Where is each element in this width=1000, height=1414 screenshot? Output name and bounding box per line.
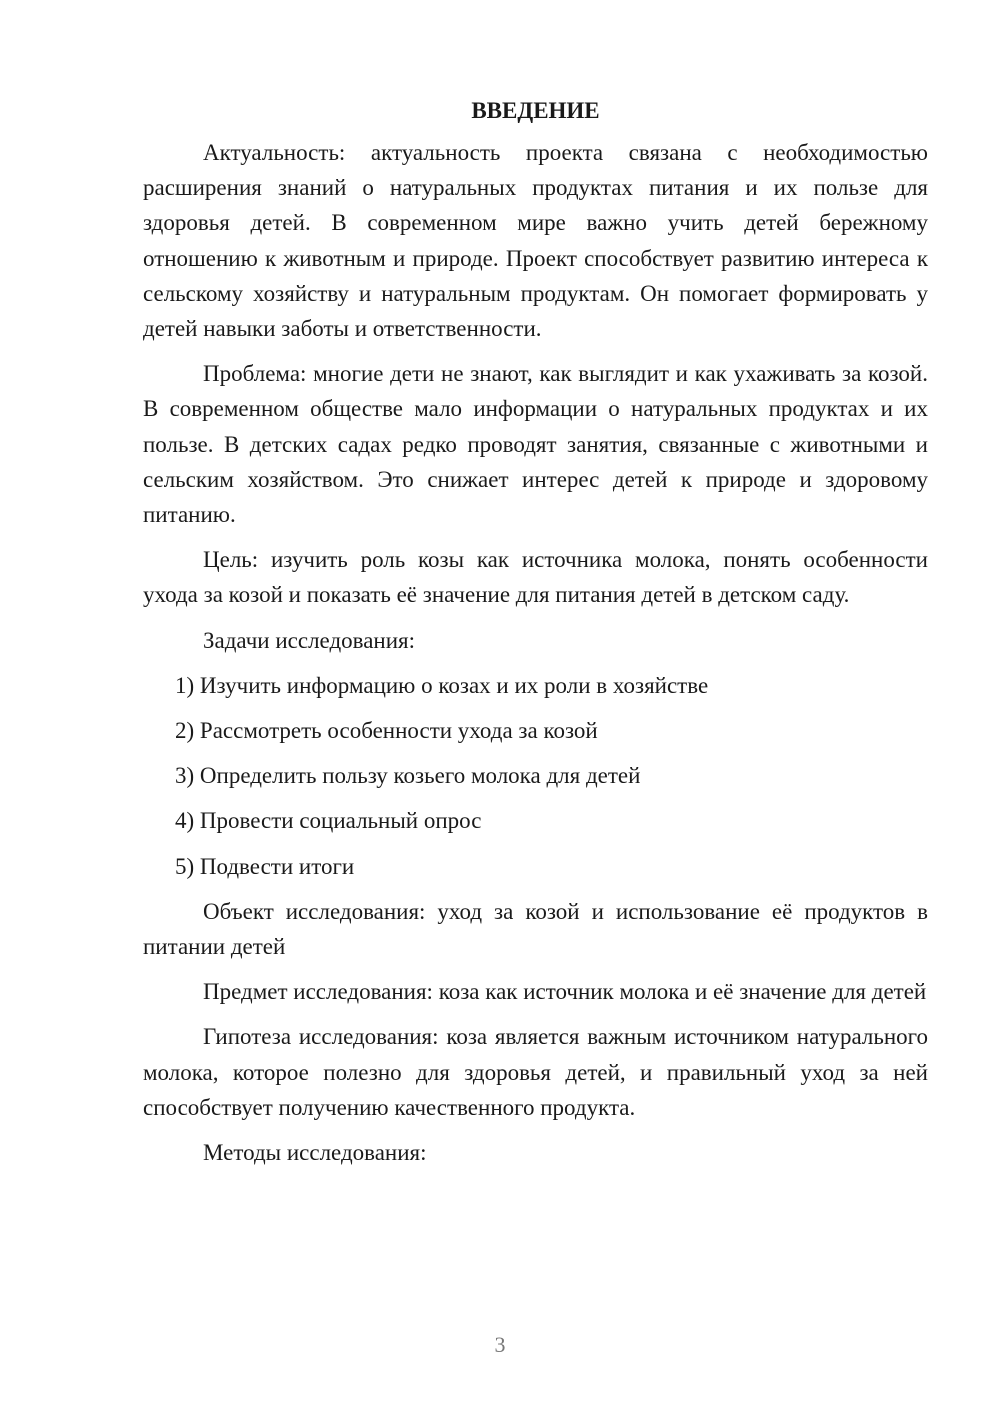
tasks-heading: Задачи исследования: [203,627,416,653]
list-item: 2) Рассмотреть особенности ухода за козой [175,718,598,744]
section-title: ВВЕДЕНИЕ [471,98,600,123]
goal-paragraph: Цель: изучить роль козы как источника молока, понять особенности ухода за козой и показать её значение для питания детей в детском саду. [143,547,928,608]
subject-paragraph: Предмет исследования: коза как источник молока и её значение для детей [203,979,927,1005]
list-item: 4) Провести социальный опрос [175,808,482,834]
methods-heading: Методы исследования: [203,1140,427,1166]
relevance-paragraph: Актуальность: актуальность проекта связана с необходимостью расширения знаний о натуральных продуктах питания и их пользе для здоровья детей. В современном мире важно учить детей бережному отношению к животным и природе. Проект способствует развитию интереса к сельскому хозяйству и натуральным продуктам. Он помогает формировать у детей навыки заботы и ответственности. [143,140,928,342]
list-item: 1) Изучить информацию о козах и их роли в хозяйстве [175,672,709,698]
tasks-list [143,668,928,884]
page-number: 3 [494,1332,506,1357]
list-item: 5) Подвести итоги [175,853,355,879]
problem-paragraph: Проблема: многие дети не знают, как выглядит и как ухаживать за козой. В современном обществе мало информации о натуральных продуктах и их пользе. В детских садах редко проводят занятия, связанные с животными и сельским хозяйством. Это снижает интерес детей к природе и здоровому питанию. [143,361,928,528]
object-paragraph: Объект исследования: уход за козой и использование её продуктов в питании детей [143,898,928,960]
list-item: 3) Определить пользу козьего молока для детей [175,763,641,789]
hypothesis-paragraph: Гипотеза исследования: коза является важным источником натурального молока, которое полезно для здоровья детей, и правильный уход за ней способствует получению качественного продукта. [143,1024,928,1120]
page-body [143,95,928,1180]
